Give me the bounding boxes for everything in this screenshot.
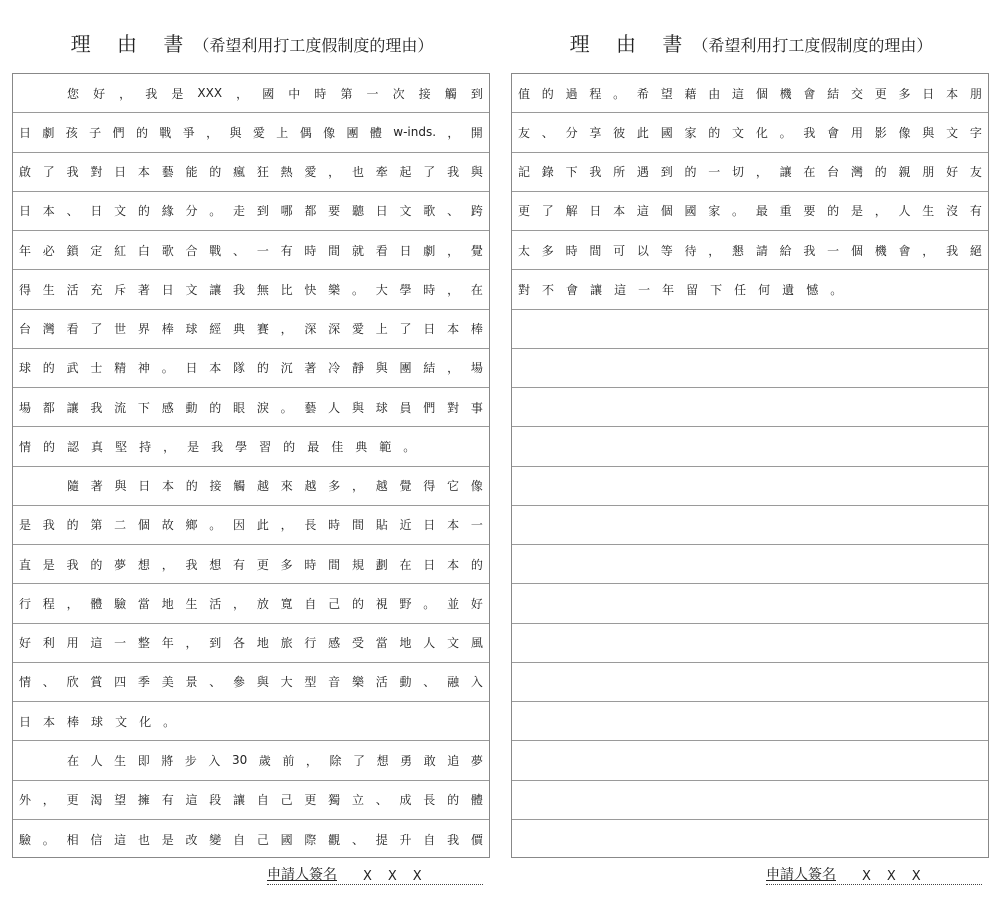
- text-line: [512, 702, 988, 741]
- text-line: [512, 427, 988, 466]
- writing-grid: [511, 73, 989, 858]
- text-line: [512, 545, 988, 584]
- text-line: 太 多 時 間 可 以 等 待 ， 懇 請 給 我 一 個 機 會 ， 我 絕: [512, 231, 988, 270]
- text-line: [512, 663, 988, 702]
- text-line: 日 劇 孩 子 們 的 戰 爭 ， 與 愛 上 偶 像 團 體 w-inds. ， 開: [13, 113, 489, 152]
- title-subtitle: （希望利用打工度假制度的理由）: [692, 36, 933, 55]
- text-line: [512, 624, 988, 663]
- text-line: 友 、 分 享 彼 此 國 家 的 文 化 。 我 會 用 影 像 與 文 字: [512, 113, 988, 152]
- text-line: [512, 584, 988, 623]
- text-line: 行 程 ， 體 驗 當 地 生 活 ， 放 寬 自 己 的 視 野 。 並 好: [13, 584, 489, 623]
- title-main: 理 由 書: [70, 32, 194, 56]
- text-line: [512, 310, 988, 349]
- text-line: 值 的 過 程 。 希 望 藉 由 這 個 機 會 結 交 更 多 日 本 朋: [512, 74, 988, 113]
- page-title: [12, 28, 492, 57]
- text-line: [512, 820, 988, 859]
- text-line: 情 的 認 真 堅 持 ， 是 我 學 習 的 最 佳 典 範 。: [13, 427, 489, 466]
- title-subtitle: （希望利用打工度假制度的理由）: [193, 36, 434, 55]
- text-line: 台 灣 看 了 世 界 棒 球 經 典 賽 ， 深 深 愛 上 了 日 本 棒: [13, 310, 489, 349]
- text-line: 啟 了 我 對 日 本 藝 能 的 瘋 狂 熱 愛 ， 也 牽 起 了 我 與: [13, 153, 489, 192]
- signature-line: [267, 864, 483, 885]
- text-line: 更 了 解 日 本 這 個 國 家 。 最 重 要 的 是 ， 人 生 沒 有: [512, 192, 988, 231]
- writing-grid: [12, 73, 490, 858]
- text-line: 驗 。 相 信 這 也 是 改 變 自 己 國 際 觀 、 提 升 自 我 價: [19, 832, 483, 847]
- text-line: [512, 349, 988, 388]
- text-line: [512, 741, 988, 780]
- text-line: [512, 388, 988, 427]
- text-line: 是 我 的 第 二 個 故 鄉 。 因 此 ， 長 時 間 貼 近 日 本 一: [13, 506, 489, 545]
- text-line: 記 錄 下 我 所 遇 到 的 一 切 ， 讓 在 台 灣 的 親 朋 好 友: [512, 153, 988, 192]
- text-line: 情 、 欣 賞 四 季 美 景 、 參 與 大 型 音 樂 活 動 、 融 入: [13, 663, 489, 702]
- text-line: [512, 781, 988, 820]
- text-line: 直 是 我 的 夢 想 ， 我 想 有 更 多 時 間 規 劃 在 日 本 的: [13, 545, 489, 584]
- text-line: 外 ， 更 渴 望 擁 有 這 段 讓 自 己 更 獨 立 、 成 長 的 體: [13, 781, 489, 820]
- page-title: [511, 28, 991, 57]
- text-line: 您 好 ， 我 是 XXX ， 國 中 時 第 一 次 接 觸 到: [13, 74, 489, 113]
- text-line: 得 生 活 充 斥 著 日 文 讓 我 無 比 快 樂 。 大 學 時 ， 在: [13, 270, 489, 309]
- text-line: 場 都 讓 我 流 下 感 動 的 眼 淚 。 藝 人 與 球 員 們 對 事: [13, 388, 489, 427]
- right-page: [511, 0, 991, 904]
- text-line: [512, 506, 988, 545]
- text-line: 好 利 用 這 一 整 年 ， 到 各 地 旅 行 感 受 當 地 人 文 風: [13, 624, 489, 663]
- text-line: 隨 著 與 日 本 的 接 觸 越 來 越 多 ， 越 覺 得 它 像: [13, 467, 489, 506]
- signature-line: [766, 864, 982, 885]
- text-line: 日 本 、 日 文 的 緣 分 。 走 到 哪 都 要 聽 日 文 歌 、 跨: [13, 192, 489, 231]
- text-line: [512, 467, 988, 506]
- text-line: 對 不 會 讓 這 一 年 留 下 任 何 遺 憾 。: [512, 270, 988, 309]
- signature-name: XXX: [363, 869, 438, 884]
- text-line: 在 人 生 即 將 步 入 30 歲 前 ， 除 了 想 勇 敢 追 夢: [13, 741, 489, 780]
- signature-label: 申請人簽名: [267, 867, 337, 883]
- text-line: 日 本 棒 球 文 化 。: [13, 702, 489, 741]
- text-line: 年 必 鎖 定 紅 白 歌 合 戰 、 一 有 時 間 就 看 日 劇 ， 覺: [13, 231, 489, 270]
- signature-name: XXX: [862, 869, 937, 884]
- text-line: 球 的 武 士 精 神 。 日 本 隊 的 沉 著 冷 靜 與 團 結 ， 場: [13, 349, 489, 388]
- signature-label: 申請人簽名: [766, 867, 836, 883]
- left-page: [12, 0, 492, 904]
- title-main: 理 由 書: [569, 32, 693, 56]
